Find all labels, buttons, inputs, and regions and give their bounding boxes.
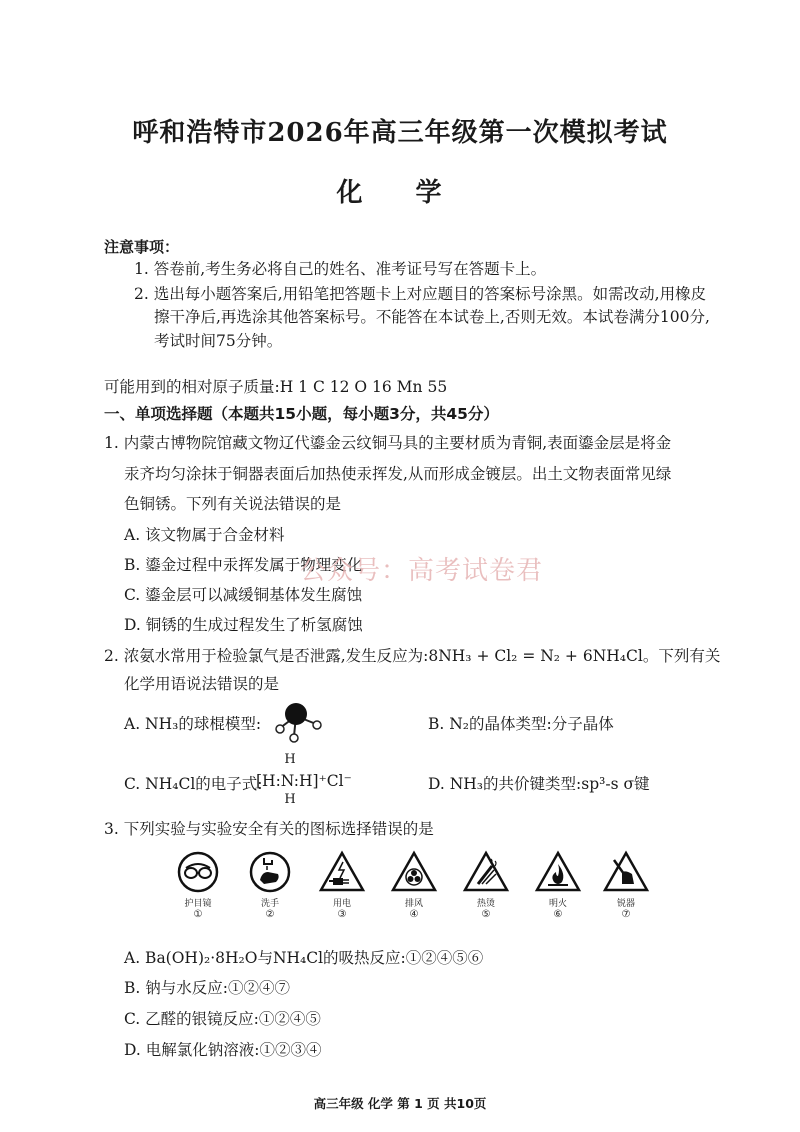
icon-label: 用电 (332, 899, 351, 909)
q2-option-d: D. NH₃的共价键类型:sp³-s σ键 (428, 775, 650, 793)
electric-plug-icon (318, 850, 366, 894)
sharp-object-icon (602, 850, 650, 894)
icon-number: ③ (337, 909, 347, 920)
q3-option-b: B. 钠与水反应:①②④⑦ (124, 979, 290, 997)
page-footer: 高三年级 化学 第 1 页 共10页 (313, 1096, 487, 1111)
electron-formula: [H:N:H]⁺Cl⁻ (256, 772, 352, 790)
notice-item-2: 2. 选出每小题答案后,用铅笔把答题卡上对应题目的答案标号涂黑。如需改动,用橡皮 (134, 285, 707, 303)
q1-option-a: A. 该文物属于合金材料 (124, 526, 285, 544)
notice-item-1: 1. 答卷前,考生务必将自己的姓名、准考证号写在答题卡上。 (134, 260, 547, 278)
subject-title: 化 学 (336, 178, 464, 208)
icon-item-6 (532, 850, 584, 920)
q2-stem-line-2: 化学用语说法错误的是 (124, 675, 280, 693)
q3-stem: 3. 下列实验与实验安全有关的图标选择错误的是 (104, 820, 434, 838)
goggles-icon (176, 850, 220, 894)
hand-wash-icon (248, 850, 292, 894)
icon-label: 护目镜 (184, 899, 212, 909)
electron-formula-top-h: H (284, 752, 296, 767)
safety-icons-row (172, 850, 652, 930)
q2-option-b: B. N₂的晶体类型:分子晶体 (428, 715, 614, 733)
q1-stem-line-1: 1. 内蒙古博物院馆藏文物辽代鎏金云纹铜马具的主要材质为青铜,表面鎏金层是将金 (104, 434, 672, 452)
icon-item-1 (172, 850, 224, 920)
q1-stem-line-2: 汞齐均匀涂抹于铜器表面后加热使汞挥发,从而形成金镀层。出土文物表面常见绿 (124, 465, 672, 483)
icon-label: 明火 (548, 899, 567, 909)
icon-number: ① (193, 909, 203, 920)
icon-item-5 (460, 850, 512, 920)
q2-option-c: C. NH₄Cl的电子式: (124, 775, 263, 793)
exam-title: 呼和浩特市2026年高三年级第一次模拟考试 (132, 118, 668, 148)
flame-icon (534, 850, 582, 894)
q1-stem-line-3: 色铜锈。下列有关说法错误的是 (124, 495, 342, 513)
atomic-masses: 可能用到的相对原子质量:H 1 C 12 O 16 Mn 55 (104, 378, 448, 396)
q1-option-b: B. 鎏金过程中汞挥发属于物理变化 (124, 556, 363, 574)
hot-surface-icon (462, 850, 510, 894)
icon-label: 洗手 (260, 899, 279, 909)
icon-number: ② (265, 909, 275, 920)
icon-item-4 (388, 850, 440, 920)
icon-number: ⑦ (621, 909, 631, 920)
icon-item-2 (244, 850, 296, 920)
notice-heading: 注意事项： (104, 238, 180, 256)
icon-label: 排风 (404, 899, 423, 909)
icon-number: ⑥ (553, 909, 563, 920)
fan-icon (390, 850, 438, 894)
q3-option-d: D. 电解氯化钠溶液:①②③④ (124, 1041, 322, 1059)
section-heading: 一、单项选择题（本题共15小题，每小题3分，共45分） (104, 405, 499, 423)
q2-stem-line-1: 2. 浓氨水常用于检验氯气是否泄露,发生反应为:8NH₃ + Cl₂ = N₂ + 6NH₄Cl。下列有关 (104, 647, 721, 665)
icon-number: ④ (409, 909, 419, 920)
icon-label: 热烫 (476, 899, 495, 909)
watermark: 公众号：高考试卷君 (300, 556, 544, 586)
notice-item-2-end: 考试时间75分钟。 (154, 332, 283, 350)
q3-option-a: A. Ba(OH)₂·8H₂O与NH₄Cl的吸热反应:①②④⑤⑥ (124, 949, 484, 967)
q1-option-c: C. 鎏金层可以减缓铜基体发生腐蚀 (124, 586, 363, 604)
notice-item-2-cont: 擦干净后,再选涂其他答案标号。不能答在本试卷上,否则无效。本试卷满分100分, (154, 308, 710, 326)
q2-option-a: A. NH₃的球棍模型: (124, 715, 262, 733)
icon-label: 锐器 (616, 899, 635, 909)
icon-item-3 (316, 850, 368, 920)
electron-formula-bottom-h: H (284, 792, 296, 807)
icon-item-7 (600, 850, 652, 920)
q3-option-c: C. 乙醛的银镜反应:①②④⑤ (124, 1010, 321, 1028)
ball-stick-model-icon (272, 700, 332, 746)
icon-number: ⑤ (481, 909, 491, 920)
q1-option-d: D. 铜锈的生成过程发生了析氢腐蚀 (124, 616, 363, 634)
